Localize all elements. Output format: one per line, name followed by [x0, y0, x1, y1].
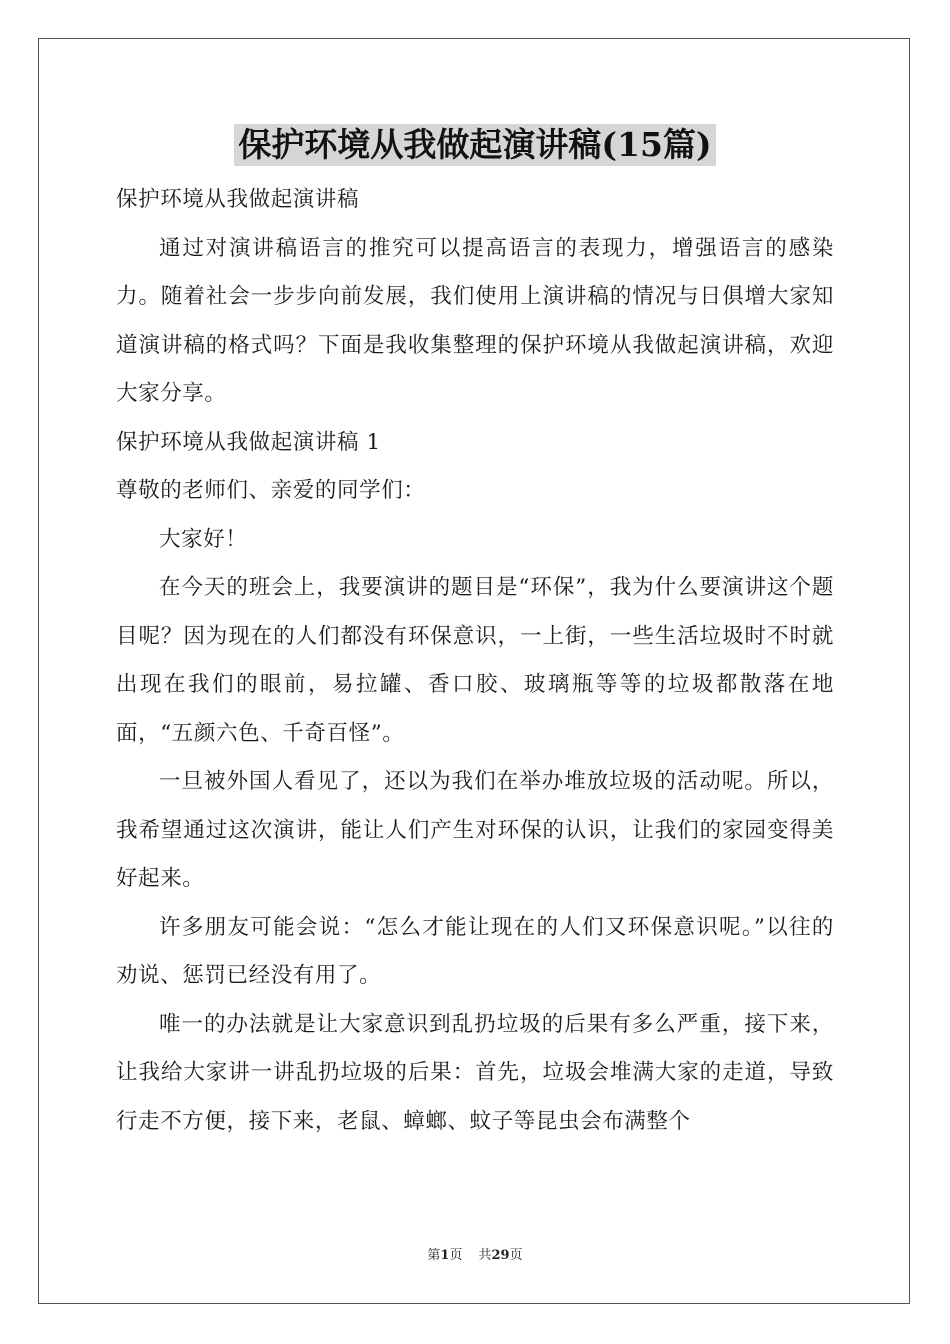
footer-total-suffix: 页: [509, 1248, 523, 1263]
paragraph: 大家好！: [159, 526, 248, 552]
footer-page-total: 29: [491, 1248, 510, 1263]
footer-page-prefix: 第: [427, 1248, 441, 1263]
title-container: [0, 124, 950, 166]
footer-total-prefix: 共: [478, 1248, 492, 1263]
paragraph: 许多朋友可能会说：“怎么才能让现在的人们又环保意识呢。”以往的劝说、惩罚已经没有用了。: [116, 914, 834, 988]
paragraph: 通过对演讲稿语言的推究可以提高语言的表现力，增强语言的感染力。随着社会一步步向前发展，我们使用上演讲稿的情况与日俱增大家知道演讲稿的格式吗？下面是我收集整理的保护环境从我做起演讲稿，欢迎大家分享。: [116, 235, 834, 406]
footer-page-current: 1: [440, 1248, 450, 1263]
paragraph: 保护环境从我做起演讲稿: [116, 187, 360, 212]
paragraph: 一旦被外国人看见了，还以为我们在举办堆放垃圾的活动呢。所以，我希望通过这次演讲，能让人们产生对环保的认识，让我们的家园变得美好起来。: [116, 769, 834, 891]
paragraph: 在今天的班会上，我要演讲的题目是“环保”，我为什么要演讲这个题目呢？因为现在的人们都没有环保意识，一上街，一些生活垃圾时不时就出现在我们的眼前，易拉罐、香口胶、玻璃瓶等等的垃圾都散落在地面，“五颜六色、千奇百怪”。: [116, 575, 834, 746]
paragraph: 唯一的办法就是让大家意识到乱扔垃圾的后果有多么严重，接下来，让我给大家讲一讲乱扔垃圾的后果：首先，垃圾会堆满大家的走道，导致行走不方便，接下来，老鼠、蟑螂、蚊子等昆虫会布满整个: [116, 1011, 834, 1134]
document-title: 保护环境从我做起演讲稿(15篇): [234, 124, 715, 166]
document-body: [116, 176, 834, 1146]
footer-page-suffix: 页: [449, 1248, 463, 1263]
paragraph: 保护环境从我做起演讲稿 1: [116, 429, 381, 455]
paragraph: 尊敬的老师们、亲爱的同学们：: [116, 478, 426, 503]
page-footer: [0, 1246, 950, 1266]
